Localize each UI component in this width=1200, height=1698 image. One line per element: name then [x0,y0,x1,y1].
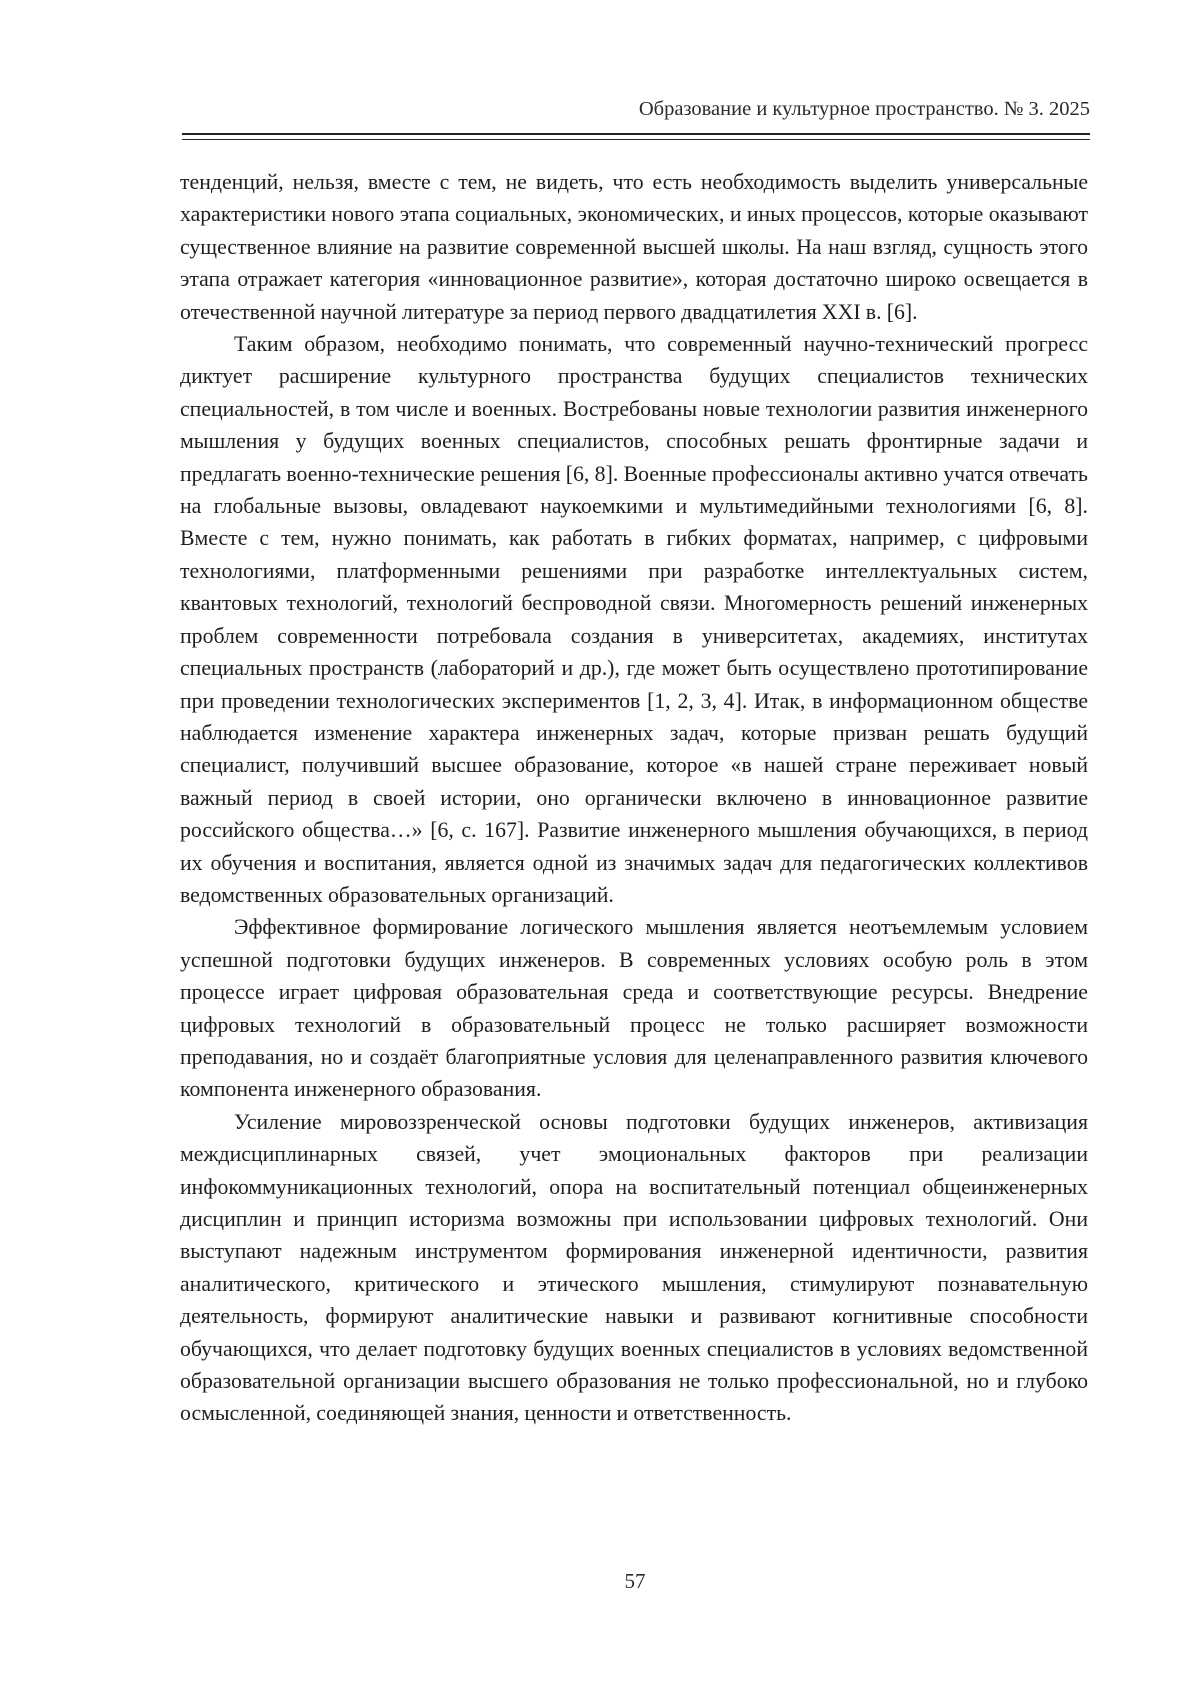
page-number: 57 [624,1569,646,1593]
header-rule-thick [182,133,1090,135]
running-header: Образование и культурное пространство. № 3. 2025 [638,98,1090,120]
paragraph-2: Таким образом, необходимо понимать, что современный научно-технический прогресс диктует расширение культурного пространства будущих специалистов технических специальностей, в том числе и военных. Востребованы новые технологии развития инженерного мышления у будущих военных специалистов, способных решать фронтирные задачи и предлагать военно-технические решения [6, 8]. Военные профессионалы активно учатся отвечать на глобальные вызовы, овладевают наукоемкими и мультимедийными технологиями [6, 8]. Вместе с тем, нужно понимать, как работать в гибких форматах, например, с цифровыми технологиями, платформенными решениями при разработке интеллектуальных систем, квантовых технологий, технологий беспроводной связи. Многомерность решений инженерных проблем современности потребовала создания в университетах, академиях, институтах специальных пространств (лабораторий и др.), где может быть осуществлено прототипирование при проведении технологических экспериментов [1, 2, 3, 4]. Итак, в информационном обществе наблюдается изменение характера инженерных задач, которые призван решать будущий специалист, получивший высшее образование, которое «в нашей стране переживает новый важный период в своей истории, оно органически включено в инновационное развитие российского общества…» [6, с. 167]. Развитие инженерного мышления обучающихся, в период их обучения и воспитания, является одной из значимых задач для педагогических коллективов ведомственных образовательных организаций. [180,332,1088,907]
paragraph-4: Усиление мировоззренческой основы подготовки будущих инженеров, активизация междисциплинарных связей, учет эмоциональных факторов при реализации инфокоммуникационных технологий, опора на воспитательный потенциал общеинженерных дисциплин и принцип историзма возможны при использовании цифровых технологий. Они выступают надежным инструментом формирования инженерной идентичности, развития аналитического, критического и этического мышления, стимулируют познавательную деятельность, формируют аналитические навыки и развивают когнитивные способности обучающихся, что делает подготовку будущих военных специалистов в условиях ведомственной образовательной организации высшего образования не только профессиональной, но и глубоко осмысленной, соединяющей знания, ценности и ответственность. [180,1109,1088,1426]
paragraph-1: тенденций, нельзя, вместе с тем, не видеть, что есть необходимость выделить универсальные характеристики нового этапа социальных, экономических, и иных процессов, которые оказывают существенное влияние на развитие современной высшей школы. На наш взгляд, сущность этого этапа отражает категория «инновационное развитие», которая достаточно широко освещается в отечественной научной литературе за период первого двадцатилетия XXI в. [6]. [180,170,1088,324]
header-rule-thin [182,139,1090,140]
paragraph-3: Эффективное формирование логического мышления является неотъемлемым условием успешной подготовки будущих инженеров. В современных условиях особую роль в этом процессе играет цифровая образовательная среда и соответствующие ресурсы. Внедрение цифровых технологий в образовательный процесс не только расширяет возможности преподавания, но и создаёт благоприятные условия для целенаправленного развития ключевого компонента инженерного образования. [180,915,1088,1102]
article-body [180,166,1088,1430]
